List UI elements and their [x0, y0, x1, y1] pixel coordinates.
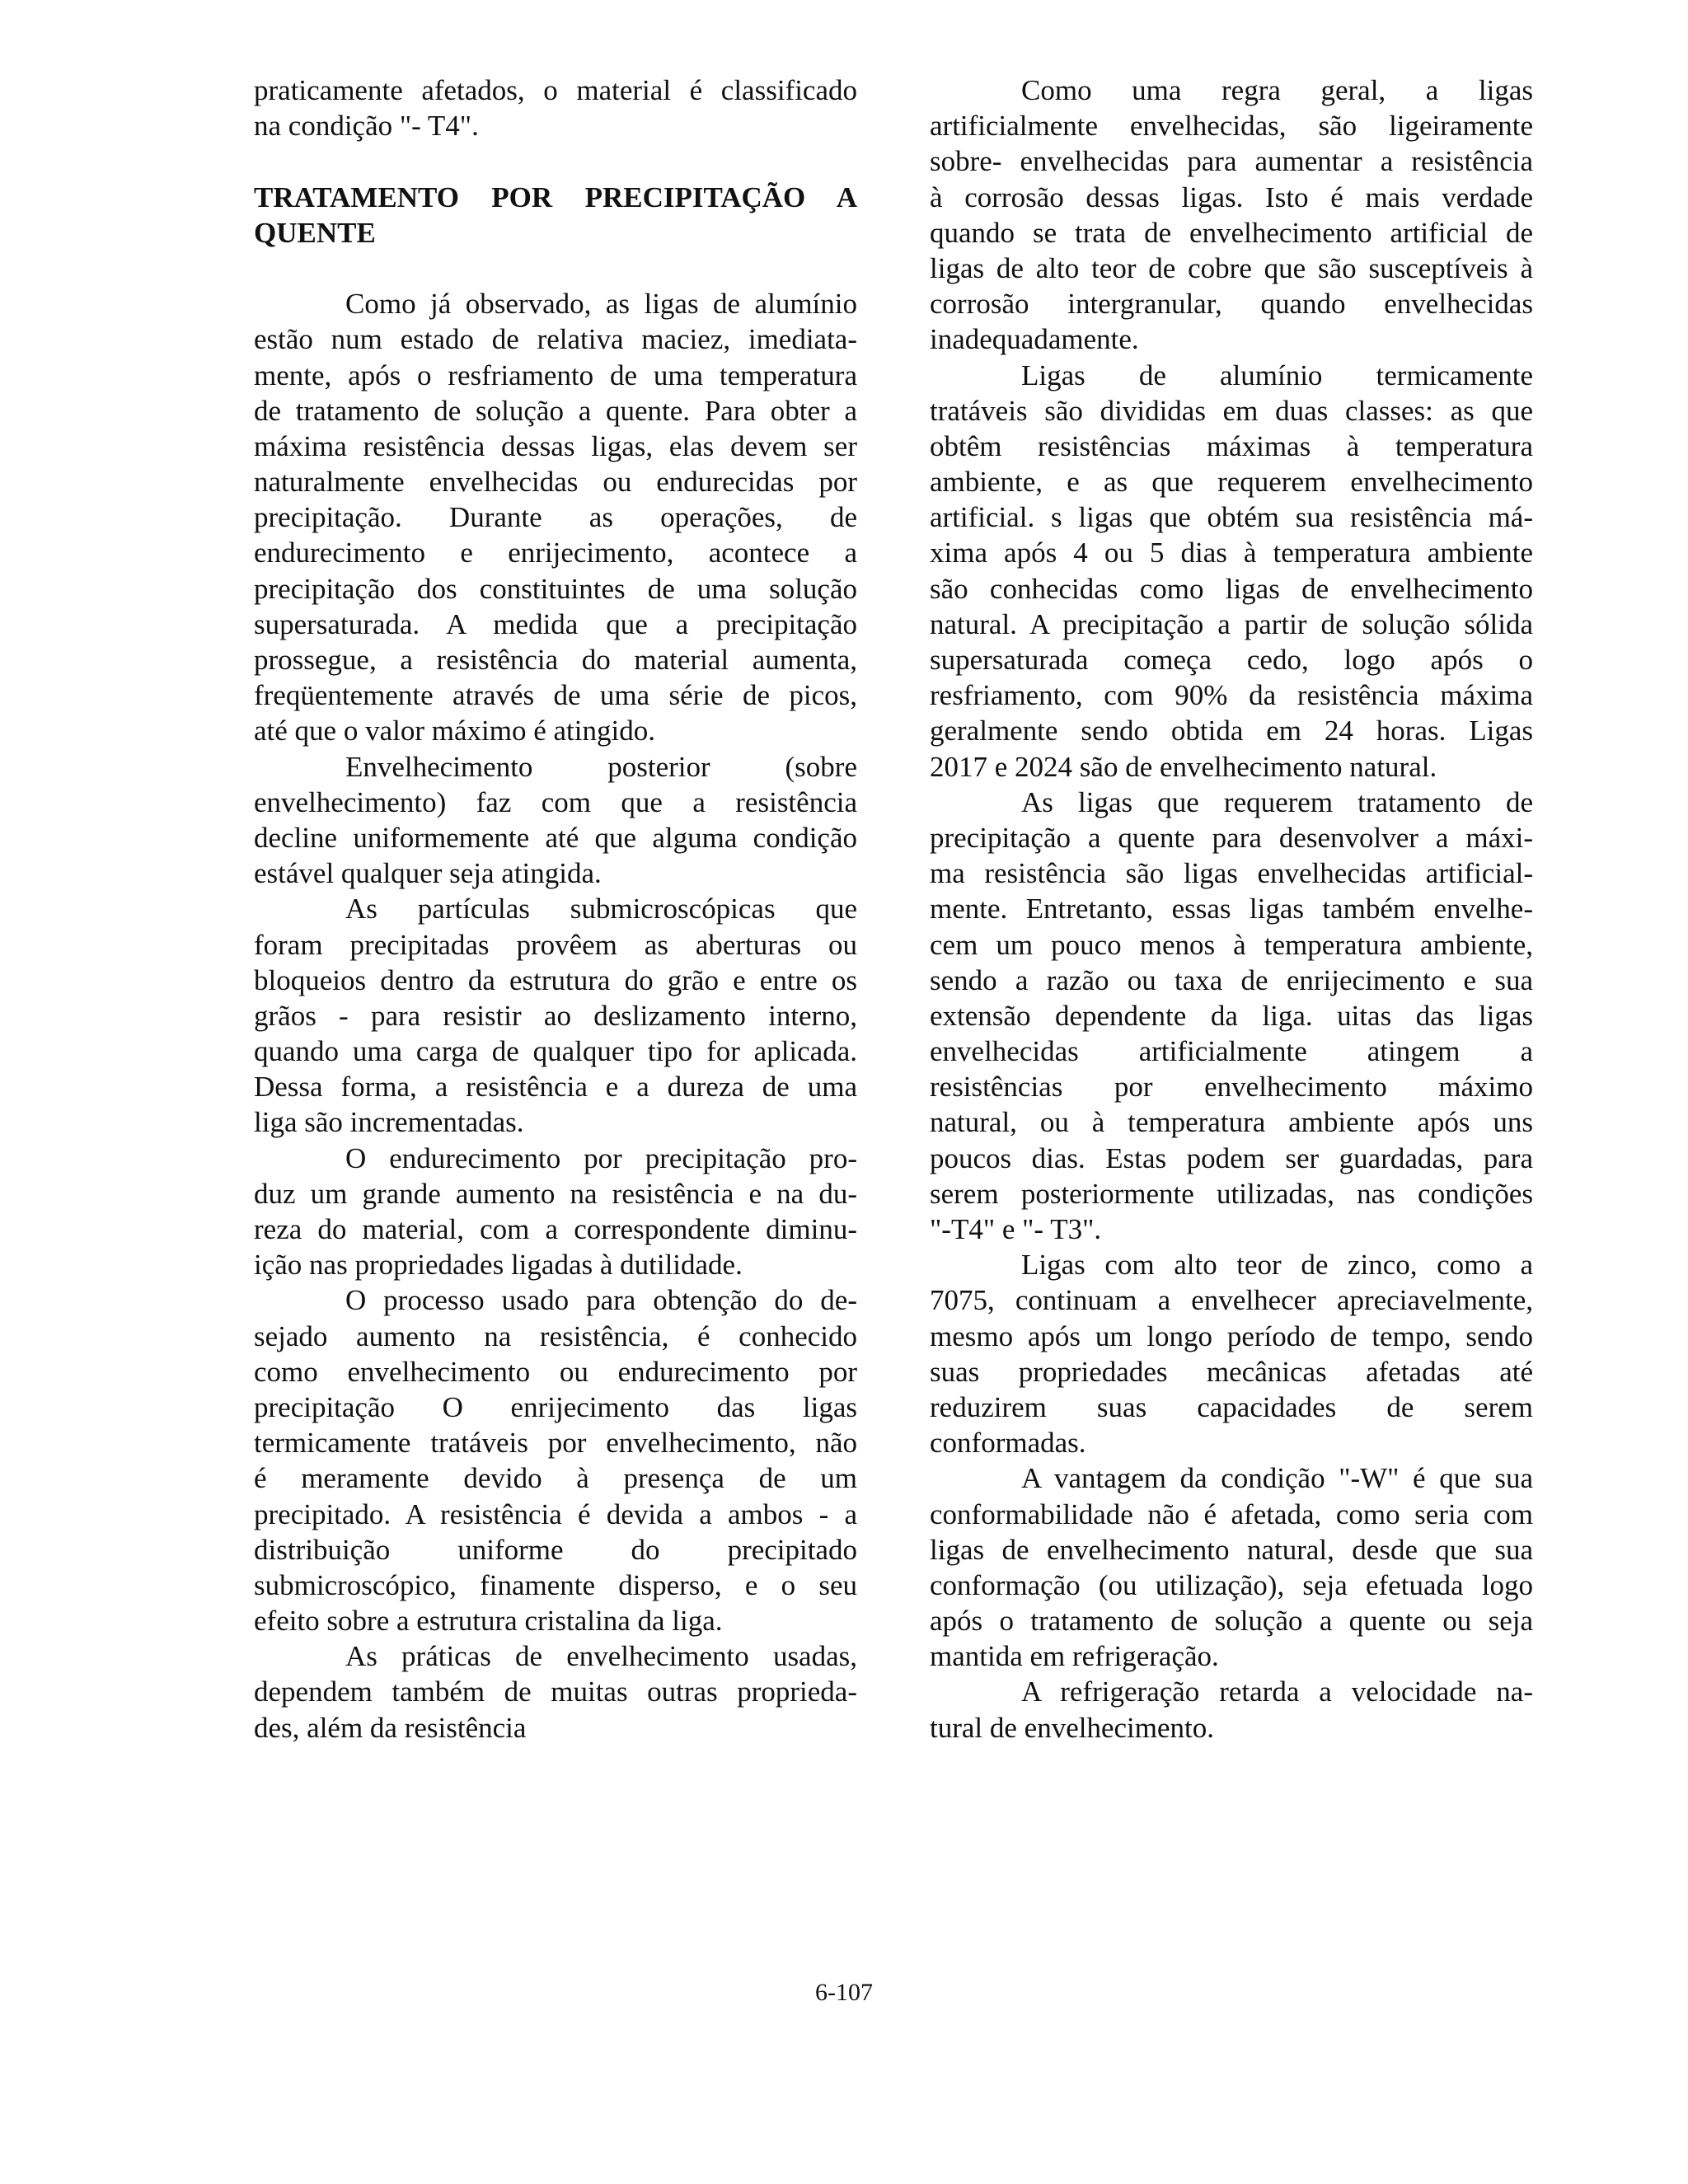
text-line: conformabilidade não é afetada, como seria com — [930, 1497, 1533, 1530]
heading-line: TRATAMENTO POR PRECIPITAÇÃO A — [254, 180, 857, 213]
text-line: ligas de alto teor de cobre que são susceptíveis à — [930, 251, 1533, 284]
text-line: duz um grande aumento na resistência e na du- — [254, 1177, 857, 1210]
text-line: envelhecidas artificialmente atingem a — [930, 1035, 1533, 1068]
paragraph — [930, 1674, 1533, 1745]
text-line: como envelhecimento ou endurecimento por — [254, 1355, 857, 1388]
text-line: ição nas propriedades ligadas à dutilidade. — [254, 1249, 743, 1282]
text-line: são conhecidas como ligas de envelhecimento — [930, 572, 1533, 605]
text-line: grãos - para resistir ao deslizamento interno, — [254, 999, 857, 1032]
text-line: estável qualquer seja atingida. — [254, 857, 602, 890]
text-line: resfriamento, com 90% da resistência máxima — [930, 679, 1533, 712]
text-line: xima após 4 ou 5 dias à temperatura ambiente — [930, 537, 1533, 569]
text-line: mente. Entretanto, essas ligas também envelhe- — [930, 893, 1533, 926]
text-line: freqüentemente através de uma série de picos, — [254, 679, 857, 712]
text-line: supersaturada. A medida que a precipitação — [254, 607, 857, 640]
text-line: distribuição uniforme do precipitado — [254, 1533, 857, 1566]
paragraph — [254, 749, 857, 892]
text-line: O endurecimento por precipitação pro- — [345, 1141, 857, 1174]
paragraph — [254, 1638, 857, 1746]
paragraph — [930, 785, 1533, 1247]
text-line: "-T4" e "- T3". — [930, 1213, 1102, 1245]
text-line: quando se trata de envelhecimento artificial de — [930, 216, 1533, 249]
text-line: 7075, continuam a envelhecer apreciavelmente, — [930, 1284, 1533, 1317]
text-line: ma resistência são ligas envelhecidas artificial- — [930, 857, 1533, 890]
text-line: precipitado. A resistência é devida a ambos - a — [254, 1497, 857, 1530]
text-line: Dessa forma, a resistência e a dureza de uma — [254, 1071, 857, 1104]
left-column — [254, 73, 857, 1746]
section-heading — [254, 180, 857, 251]
text-line: prossegue, a resistência do material aumenta, — [254, 644, 857, 676]
text-line: poucos dias. Estas podem ser guardadas, para — [930, 1141, 1533, 1174]
text-line: até que o valor máximo é atingido. — [254, 715, 655, 748]
text-line: inadequadamente. — [930, 323, 1139, 356]
text-line: As ligas que requerem tratamento de — [1021, 785, 1533, 818]
paragraph — [254, 891, 857, 1140]
text-line: mente, após o resfriamento de uma temperatura — [254, 359, 857, 391]
text-line: geralmente sendo obtida em 24 horas. Ligas — [930, 715, 1533, 748]
text-line: natural, ou à temperatura ambiente após uns — [930, 1106, 1533, 1139]
text-line: bloqueios dentro da estrutura do grão e entre os — [254, 963, 857, 996]
text-line: termicamente tratáveis por envelhecimento, não — [254, 1427, 857, 1460]
text-line: corrosão intergranular, quando envelhecidas — [930, 288, 1533, 321]
blank-line — [254, 143, 857, 179]
text-line: mantida em refrigeração. — [930, 1640, 1219, 1673]
text-line: máxima resistência dessas ligas, elas devem ser — [254, 429, 857, 462]
text-line: 2017 e 2024 são de envelhecimento natural. — [930, 750, 1437, 783]
page-number: 6-107 — [815, 1979, 873, 2006]
text-line: envelhecimento) faz com que a resistência — [254, 785, 857, 818]
text-line: endurecimento e enrijecimento, acontece a — [254, 537, 857, 569]
text-line: à corrosão dessas ligas. Isto é mais verdade — [930, 180, 1533, 213]
text-line: sendo a razão ou taxa de enrijecimento e sua — [930, 963, 1533, 996]
text-line: quando uma carga de qualquer tipo for aplicada. — [254, 1035, 857, 1068]
text-line: precipitação a quente para desenvolver a máxi- — [930, 821, 1533, 854]
text-line: As partículas submicroscópicas que — [345, 893, 857, 926]
text-line: reduzirem suas capacidades de serem — [930, 1390, 1533, 1423]
text-line: Como já observado, as ligas de alumínio — [345, 288, 857, 321]
text-line: Ligas com alto teor de zinco, como a — [1021, 1249, 1533, 1282]
text-line: na condição "- T4". — [254, 110, 479, 143]
text-line: ambiente, e as que requerem envelhecimento — [930, 466, 1533, 499]
text-line: artificialmente envelhecidas, são ligeiramente — [930, 110, 1533, 143]
paragraph — [254, 1282, 857, 1638]
paragraph — [930, 1247, 1533, 1460]
blank-line — [254, 251, 857, 286]
text-line: naturalmente envelhecidas ou endurecidas por — [254, 466, 857, 499]
text-line: artificial. s ligas que obtém sua resistência má- — [930, 501, 1533, 534]
text-line: precipitação. Durante as operações, de — [254, 501, 857, 534]
text-line: sejado aumento na resistência, é conhecido — [254, 1319, 857, 1352]
text-line: Envelhecimento posterior (sobre — [345, 750, 857, 783]
text-line: A vantagem da condição "-W" é que sua — [1021, 1462, 1533, 1495]
text-line: de tratamento de solução a quente. Para obter a — [254, 394, 857, 427]
paragraph — [930, 73, 1533, 358]
text-line: precipitação dos constituintes de uma solução — [254, 572, 857, 605]
text-line: suas propriedades mecânicas afetadas até — [930, 1355, 1533, 1388]
paragraph — [254, 286, 857, 748]
text-line: decline uniformemente até que alguma condição — [254, 821, 857, 854]
text-line: efeito sobre a estrutura cristalina da liga. — [254, 1605, 723, 1638]
text-line: extensão dependente da liga. uitas das ligas — [930, 999, 1533, 1032]
text-line: sobre- envelhecidas para aumentar a resistência — [930, 145, 1533, 178]
text-line: dependem também de muitas outras proprieda- — [254, 1675, 857, 1708]
text-line: foram precipitadas provêem as aberturas ou — [254, 928, 857, 961]
text-line: liga são incrementadas. — [254, 1106, 524, 1139]
text-line: é meramente devido à presença de um — [254, 1462, 857, 1495]
text-line: natural. A precipitação a partir de solução sólida — [930, 607, 1533, 640]
text-line: obtêm resistências máximas à temperatura — [930, 429, 1533, 462]
text-line: conformação (ou utilização), seja efetuada logo — [930, 1568, 1533, 1601]
paragraph — [930, 1460, 1533, 1674]
text-line: supersaturada começa cedo, logo após o — [930, 644, 1533, 676]
text-line: estão num estado de relativa maciez, imediata- — [254, 323, 857, 356]
text-line: serem posteriormente utilizadas, nas condições — [930, 1177, 1533, 1210]
text-line: reza do material, com a correspondente diminu- — [254, 1213, 857, 1245]
text-line: O processo usado para obtenção do de- — [345, 1284, 857, 1317]
heading-line: QUENTE — [254, 216, 376, 249]
text-line: des, além da resistência — [254, 1711, 527, 1744]
text-line: submicroscópico, finamente disperso, e o seu — [254, 1568, 857, 1601]
text-line: mesmo após um longo período de tempo, sendo — [930, 1319, 1533, 1352]
paragraph — [254, 73, 857, 143]
text-line: Ligas de alumínio termicamente — [1021, 359, 1533, 391]
text-line: precipitação O enrijecimento das ligas — [254, 1390, 857, 1423]
right-column — [930, 73, 1533, 1746]
text-line: após o tratamento de solução a quente ou seja — [930, 1605, 1533, 1638]
paragraph — [254, 1141, 857, 1283]
paragraph — [930, 358, 1533, 785]
text-line: cem um pouco menos à temperatura ambiente, — [930, 928, 1533, 961]
text-line: ligas de envelhecimento natural, desde que sua — [930, 1533, 1533, 1566]
text-line: As práticas de envelhecimento usadas, — [345, 1640, 857, 1673]
text-line: praticamente afetados, o material é classificado — [254, 74, 857, 106]
text-line: A refrigeração retarda a velocidade na- — [1021, 1675, 1533, 1708]
text-line: Como uma regra geral, a ligas — [1021, 74, 1533, 106]
text-line: tratáveis são divididas em duas classes: as que — [930, 394, 1533, 427]
text-line: tural de envelhecimento. — [930, 1711, 1214, 1744]
text-line: resistências por envelhecimento máximo — [930, 1071, 1533, 1104]
text-line: conformadas. — [930, 1427, 1086, 1460]
